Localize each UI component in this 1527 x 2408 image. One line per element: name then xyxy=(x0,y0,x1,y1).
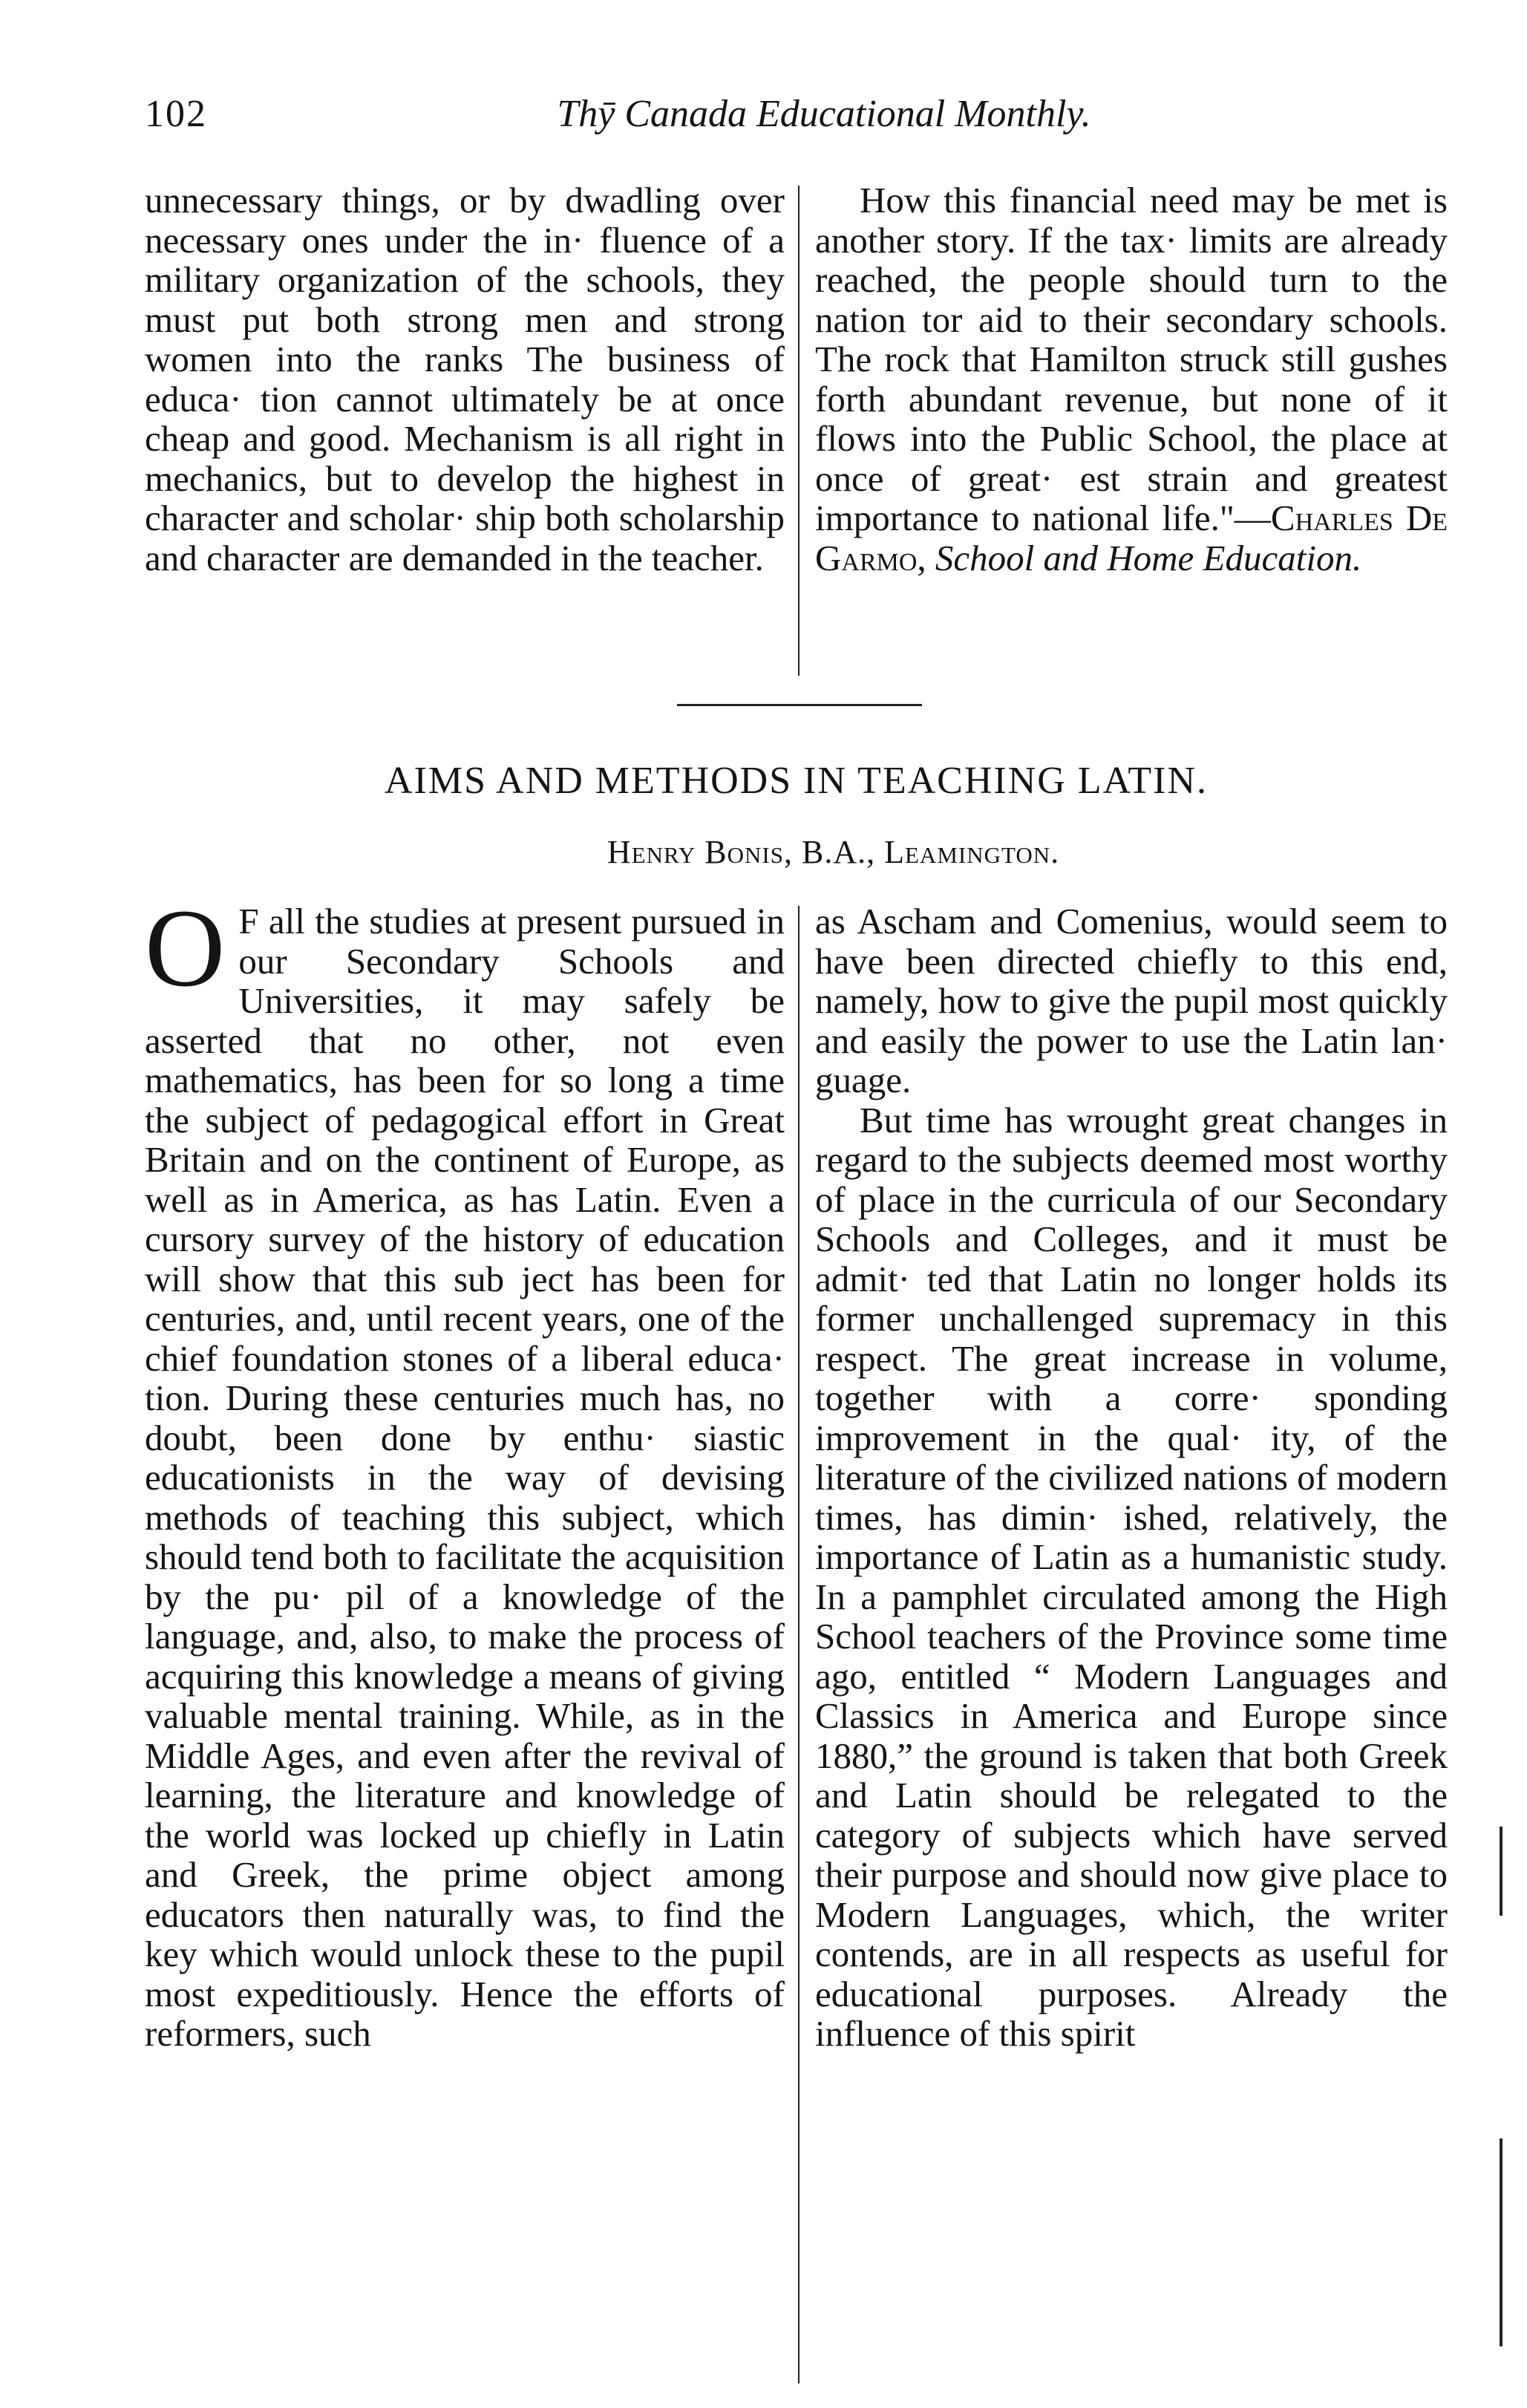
article-left-text: F all the studies at present pursued in our Secondary Schools and Universities, it may safely be asserted that no other, not even mathematics, has been for so long a time the subject of pedagogical effort in Great Britain and on the continent of Europe, as well as in America, as has Latin. Even a cursory survey of the history of education will show that this sub ject has been for centuries, and, until recent years, one of the chief foundation stones of a liberal educa· tion. During these centuries much has, no doubt, been done by enthu· siastic educationists in the way of devising methods of teaching this subject, which should tend both to facilitate the acquisition by the pu· pil of a knowledge of the language, and, also, to make the process of acquiring this knowledge a means of giving valuable mental training. While, as in the Middle Ages, and even after the revival of learning, the literature and knowledge of the world was locked up chiefly in Latin and Greek, the prime object among educators then naturally was, to find the key which would unlock these to the pupil most expeditiously. Hence the efforts of reformers, such xyxy=(145,901,785,2054)
article-right-column xyxy=(815,901,1448,2054)
attribution-work: School and Home Education. xyxy=(935,537,1362,578)
attribution-separator: , xyxy=(917,537,935,578)
continued-right-body: How this financial need may be met is another story. If the tax· limits are already reached, the people should turn to the nation tor aid to their secondary schools. The rock that Hamilton struck still gushes forth abundant revenue, but none of it flows into the Public School, the place at once of great· est strain and greatest importance to national life."— xyxy=(815,180,1448,538)
scan-edge-mark xyxy=(1500,2138,1503,2346)
page-number: 102 xyxy=(145,93,207,135)
article-left-column xyxy=(145,887,785,2054)
attribution-author: Charles De Garmo xyxy=(815,497,1448,578)
continued-left-column xyxy=(145,180,785,578)
article-right-paragraph-1: as Ascham and Comenius, would seem to have been directed chiefly to this end, namely, how to give the pupil most quickly and easily the power to use the Latin lan· guage. xyxy=(815,901,1448,1100)
article-right-paragraph-2: But time has wrought great changes in regard to the subjects deemed most worthy of place in the curricula of our Secondary Schools and Colleges, and it must be admit· ted that Latin no longer holds its former unchallenged supremacy in this respect. The great increase in volume, together with a corre· sponding improvement in the qual· ity, of the literature of the civilized nations of modern times, has dimin· ished, relatively, the importance of Latin as a humanistic study. In a pamphlet circulated among the High School teachers of the Province some time ago, entitled “ Modern Languages and Classics in America and Europe since 1880,” the ground is taken that both Greek and Latin should be relegated to the category of subjects which have served their purpose and should now give place to Modern Languages, which, the writer contends, are in all respects as useful for educational purposes. Already the influence of this spirit xyxy=(815,1099,1448,2054)
continued-right-column xyxy=(815,180,1448,578)
continued-left-text: unnecessary things, or by dwadling over necessary ones under the in· fluence of a military organization of the schools, they must put both strong men and strong women into the ranks The business of educa· tion cannot ultimately be at once cheap and good. Mechanism is all right in mechanics, but to develop the highest in character and scholar· ship both scholarship and character are demanded in the teacher. xyxy=(145,180,785,578)
section-divider xyxy=(677,704,922,706)
article-opening-paragraph xyxy=(145,887,785,2054)
drop-cap: O xyxy=(145,887,226,1010)
continued-right-text xyxy=(815,180,1448,578)
column-divider-bottom xyxy=(798,906,800,2383)
page-header xyxy=(145,88,1444,147)
scan-edge-mark xyxy=(1500,1827,1503,1916)
article-title: AIMS AND METHODS IN TEACHING LATIN. xyxy=(384,760,1208,802)
article-byline: Henry Bonis, B.A., Leamington. xyxy=(606,834,1060,870)
running-title: Thȳ Canada Educational Monthly. xyxy=(557,93,1091,135)
column-divider-top xyxy=(798,186,800,676)
